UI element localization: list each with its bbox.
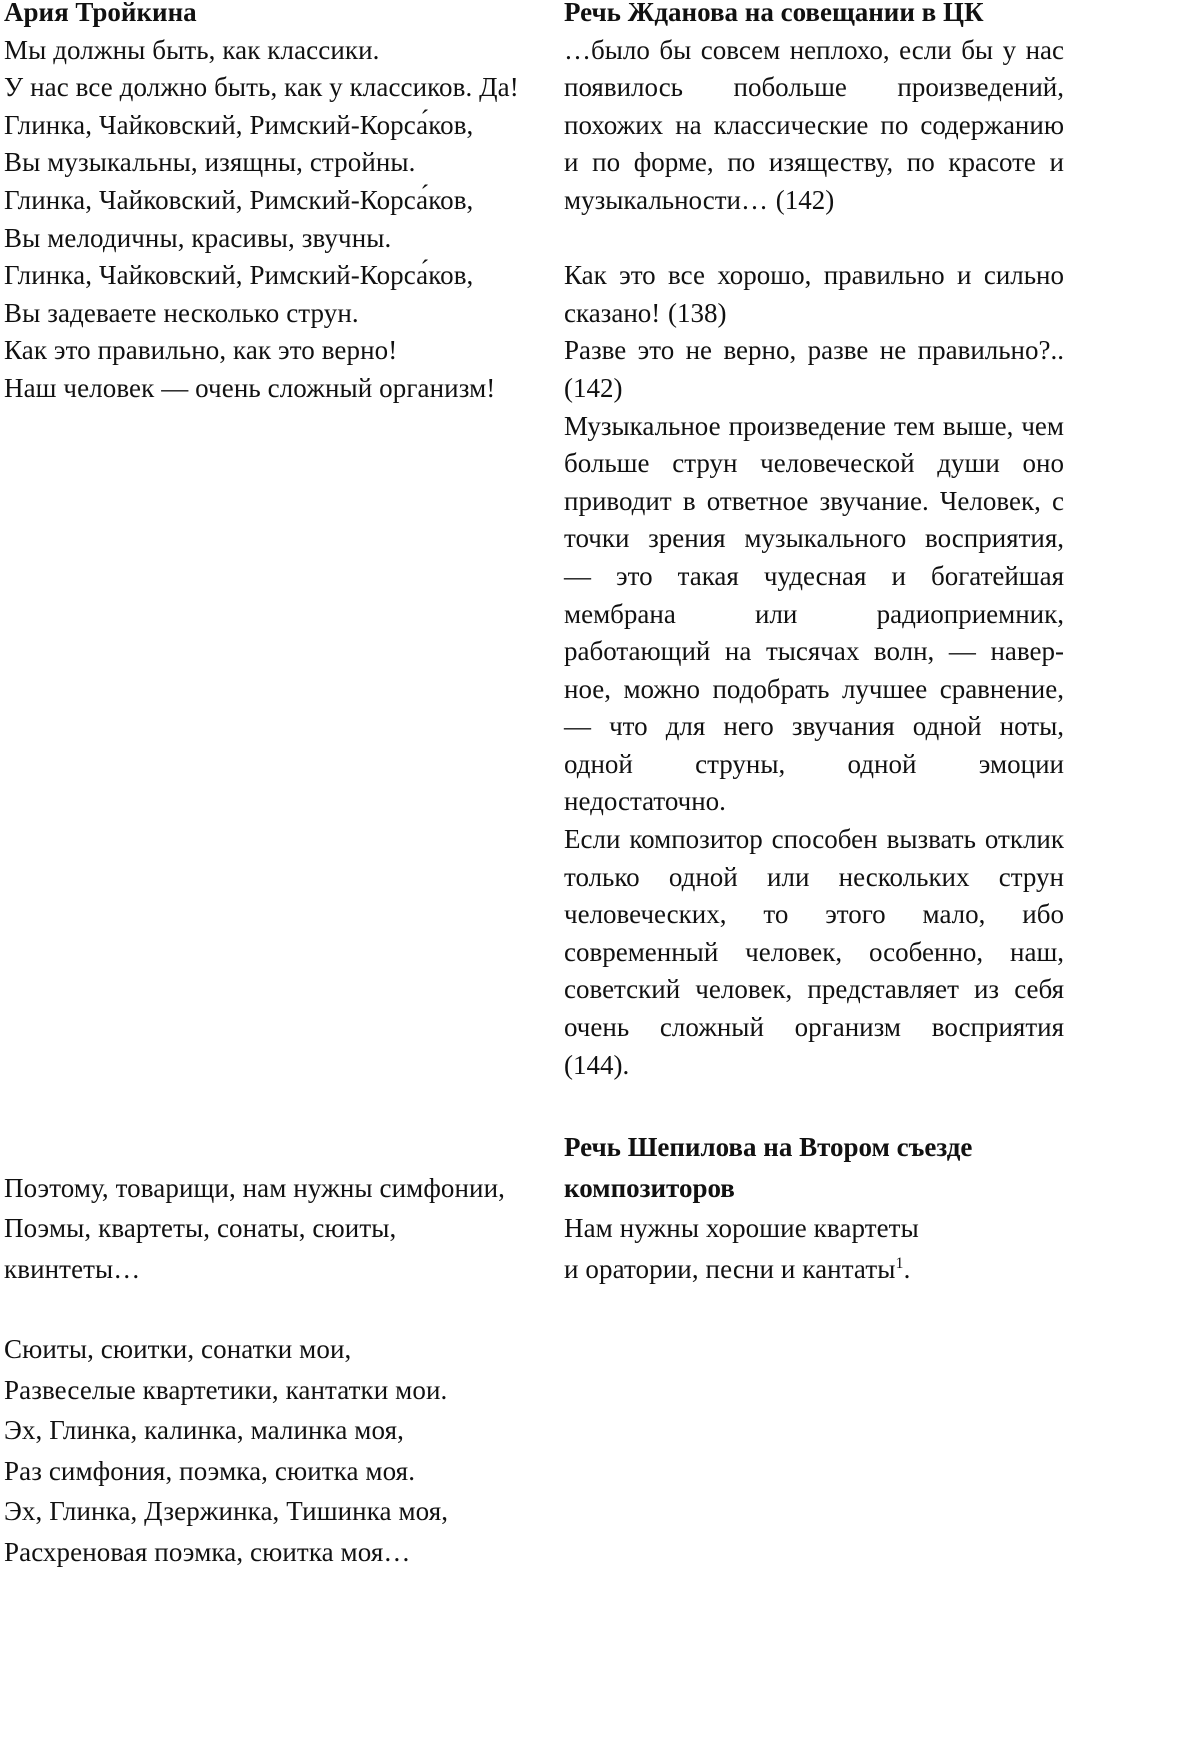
- zhdanov-paragraph: …было бы совсем неплохо, если бы у нас появилось побольше произведений, похожих на классические по содержанию и по форме, по изяществу, по красоте и музыкальности… (142): [564, 34, 1064, 215]
- shepilov-title: [564, 1127, 1064, 1208]
- shepilov-title-line: композиторов: [564, 1172, 735, 1203]
- aria-stanza-2: [4, 1168, 552, 1289]
- stanza-line: Расхреновая поэмка, сюитка моя…: [4, 1536, 411, 1567]
- shepilov-line-end: .: [903, 1253, 911, 1284]
- stanza-2-lines: [4, 1168, 552, 1289]
- zhdanov-paragraph: Как это все хорошо, правильно и сильно сказано! (138): [564, 260, 1064, 328]
- shepilov-section: [564, 1127, 1064, 1289]
- stanza-line: Раз симфония, поэмка, сюитка моя.: [4, 1455, 416, 1486]
- paragraph-spacer: [564, 220, 1064, 258]
- shepilov-lines: [564, 1208, 1064, 1289]
- aria-line: Глинка, Чайковский, Римский-Корса́ков,: [4, 260, 474, 291]
- aria-title: Ария Тройкина: [4, 0, 197, 27]
- shepilov-title-line: Речь Шепилова на Втором съезде: [564, 1132, 973, 1162]
- shepilov-line: Нам нужны хорошие квартеты: [564, 1213, 919, 1243]
- zhdanov-section: [564, 0, 1064, 1084]
- shepilov-line-text: и оратории, песни и кантаты: [564, 1253, 896, 1284]
- zhdanov-title: Речь Жданова на совещании в ЦК: [564, 0, 984, 27]
- shepilov-line: [564, 1249, 1064, 1290]
- aria-line: Глинка, Чайковский, Римский-Корса́ков,: [4, 109, 474, 140]
- stanza-3-lines: [4, 1329, 552, 1573]
- stanza-line: Поэмы, квартеты, сонаты, сюиты,: [4, 1213, 397, 1244]
- aria-lines: [4, 32, 552, 408]
- stanza-line: Эх, Глинка, Дзержинка, Тишинка моя,: [4, 1496, 449, 1527]
- aria-line: У нас все должно быть, как у классиков. Да!: [4, 72, 519, 103]
- aria-line: Как это правильно, как это верно!: [4, 335, 398, 366]
- stanza-line: Поэтому, товарищи, нам нужны симфонии,: [4, 1173, 506, 1203]
- aria-line: Мы должны быть, как классики.: [4, 34, 380, 65]
- aria-line: Вы музыкальны, изящны, стройны.: [4, 147, 416, 178]
- stanza-line: Сюиты, сюитки, сонатки мои,: [4, 1334, 352, 1364]
- stanza-line: квинтеты…: [4, 1253, 141, 1284]
- aria-line: Глинка, Чайковский, Римский-Корса́ков,: [4, 184, 474, 215]
- footnote-mark[interactable]: 1: [895, 1254, 904, 1272]
- aria-stanza-3: [4, 1329, 552, 1573]
- aria-section: [4, 0, 552, 408]
- aria-line: Наш человек — очень сложный организм!: [4, 372, 496, 403]
- stanza-line: Эх, Глинка, калинка, малинка моя,: [4, 1415, 404, 1446]
- zhdanov-paragraph: Если композитор способен вызвать отклик только одной или нескольких струн человеческих, то этого мало, ибо современный человек, особенно, наш, советский человек, представляет из себя очень сложный организм восприятия (144).: [564, 824, 1064, 1080]
- zhdanov-paragraph: Разве это не верно, разве не правильно?.. (142): [564, 335, 1064, 403]
- zhdanov-paragraph: Музыкальное произведение тем выше, чем больше струн человеческой души оно приводит в ответное звучание. Человек, с точки зрения музыкального восприятия, — это такая чудесная и богатейшая мембрана или радиоприемник, работающий на тысячах волн, — наверное, можно подобрать лучшее сравнение, — что для него звучания одной ноты, одной струны, одной эмоции недостаточно.: [564, 410, 1064, 817]
- aria-line: Вы задеваете несколько струн.: [4, 297, 359, 328]
- aria-line: Вы мелодичны, красивы, звучны.: [4, 222, 392, 253]
- stanza-line: Развеселые квартетики, кантатки мои.: [4, 1374, 448, 1405]
